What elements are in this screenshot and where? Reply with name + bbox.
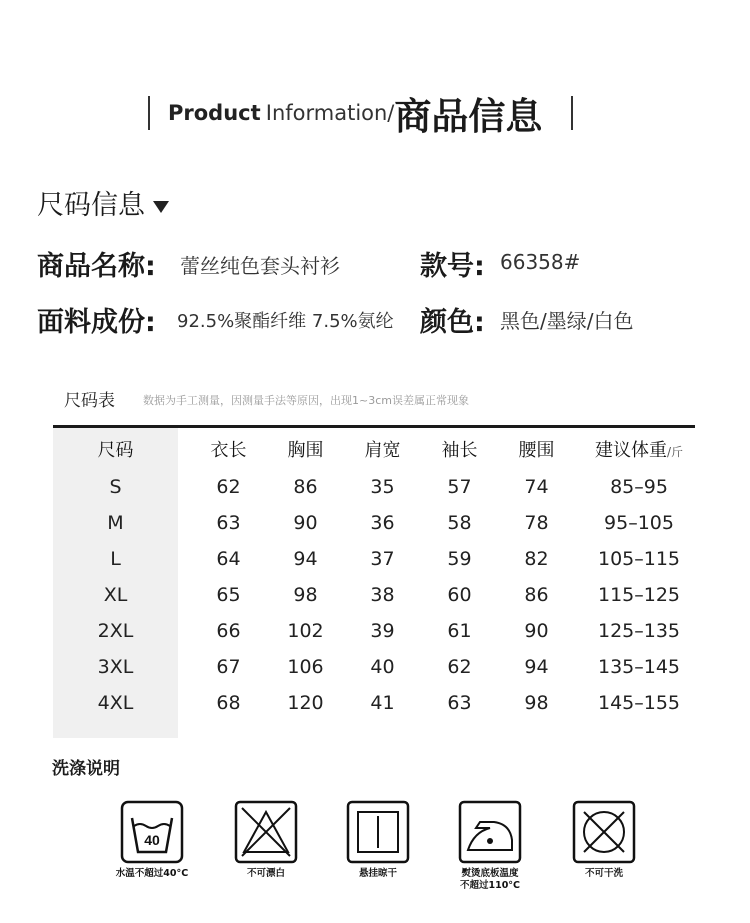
table-cell: 98 [524,692,549,714]
table-cell: 58 [447,512,472,534]
table-cell: 94 [293,548,318,570]
iron-label-line1: 熨烫底板温度 [461,868,519,879]
style-number-label: 款号: [420,251,485,282]
table-cell: 95–105 [604,512,674,534]
iron-icon [458,800,522,864]
table-cell: 40 [370,656,395,678]
col-header: 腰围 [518,440,555,461]
table-cell: 59 [447,548,472,570]
col-header-weight [583,433,695,469]
table-cell: 66 [216,620,241,642]
table-cell: 94 [524,656,549,678]
size-chart-title: 尺码表 [64,391,115,411]
wash-temperature: 40 [144,832,160,848]
table-cell: 68 [216,692,241,714]
no-tumble-dry-icon [572,800,636,864]
table-row [53,469,695,505]
triangle-down-icon [153,201,169,213]
table-cell: 106 [287,656,324,678]
table-row [53,685,695,721]
title-en-light: Information/ [265,101,395,125]
col-header: 衣长 [210,440,247,461]
size-label-cell: XL [103,584,128,606]
table-cell: 37 [370,548,395,570]
table-cell: 63 [447,692,472,714]
table-cell: 90 [293,512,318,534]
table-cell: 74 [524,476,549,498]
washing-title: 洗涤说明 [52,759,120,779]
section-label: 尺码信息 [37,190,145,221]
table-cell: 38 [370,584,395,606]
table-cell: 36 [370,512,395,534]
size-label-cell: L [110,548,121,570]
title-divider-left [148,96,150,130]
table-cell: 102 [287,620,324,642]
size-label-cell: S [109,476,122,498]
wash-label: 悬挂晾干 [358,868,397,879]
wash-label: 水温不超过40°C [115,868,189,879]
size-table [53,433,695,721]
col-header: 袖长 [441,440,478,461]
table-cell: 78 [524,512,549,534]
table-cell: 57 [447,476,472,498]
size-label-cell: M [107,512,124,534]
table-cell: 120 [287,692,324,714]
table-row [53,649,695,685]
wash-label: 不可干洗 [584,868,623,879]
table-header-row [53,433,695,469]
wash-item-no-dry-clean [544,800,664,880]
table-cell: 90 [524,620,549,642]
col-header: 胸围 [287,440,324,461]
table-cell: 63 [216,512,241,534]
wash-label: 不可漂白 [246,868,285,879]
table-cell: 67 [216,656,241,678]
table-cell: 86 [293,476,318,498]
wash-item-iron [430,800,550,892]
table-cell: 125–135 [597,620,681,642]
iron-label-line2: 不超过110°C [459,880,521,891]
table-cell: 105–115 [597,548,681,570]
title-divider-right [571,96,573,130]
wash-item-no-bleach [206,800,326,880]
table-cell: 145–155 [597,692,681,714]
line-dry-icon [346,800,410,864]
fabric-value: 92.5%聚酯纤维 7.5%氨纶 [177,311,394,332]
no-bleach-icon [234,800,298,864]
table-cell: 35 [370,476,395,498]
table-row [53,505,695,541]
color-label: 颜色: [420,307,485,338]
table-row [53,541,695,577]
iron-label [430,868,550,892]
table-cell: 65 [216,584,241,606]
size-label-cell: 4XL [97,692,134,714]
table-cell: 41 [370,692,395,714]
title-en-bold: Product [168,101,261,125]
table-cell: 39 [370,620,395,642]
table-cell: 64 [216,548,241,570]
wash-item-line-dry [318,800,438,880]
table-cell: 61 [447,620,472,642]
title-zh: 商品信息 [394,95,543,138]
table-cell: 82 [524,548,549,570]
size-label-cell: 2XL [97,620,134,642]
table-cell: 98 [293,584,318,606]
table-cell: 62 [216,476,241,498]
page-title [168,86,542,140]
table-cell: 86 [524,584,549,606]
wash-40-icon [120,800,184,864]
table-row [53,577,695,613]
fabric-label: 面料成份: [37,307,156,338]
col-header: 肩宽 [364,440,401,461]
table-cell: 85–95 [610,476,668,498]
weight-header-label: 建议体重 [594,440,667,461]
table-row [53,613,695,649]
wash-item-40 [92,800,212,880]
size-label-cell: 3XL [97,656,134,678]
size-chart-note: 数据为手工测量，因测量手法等原因，出现1~3cm误差属正常现象 [143,394,469,407]
table-cell: 60 [447,584,472,606]
product-name-value: 蕾丝纯色套头衬衫 [180,254,340,278]
col-header: 尺码 [97,440,134,461]
weight-unit: /斤 [666,445,684,459]
style-number-value: 66358# [500,250,581,274]
size-info-heading [37,183,169,222]
table-body [53,469,695,721]
table-cell: 115–125 [597,584,681,606]
color-value: 黑色/墨绿/白色 [500,309,634,333]
table-cell: 135–145 [597,656,681,678]
product-name-label: 商品名称: [37,251,156,282]
table-cell: 62 [447,656,472,678]
